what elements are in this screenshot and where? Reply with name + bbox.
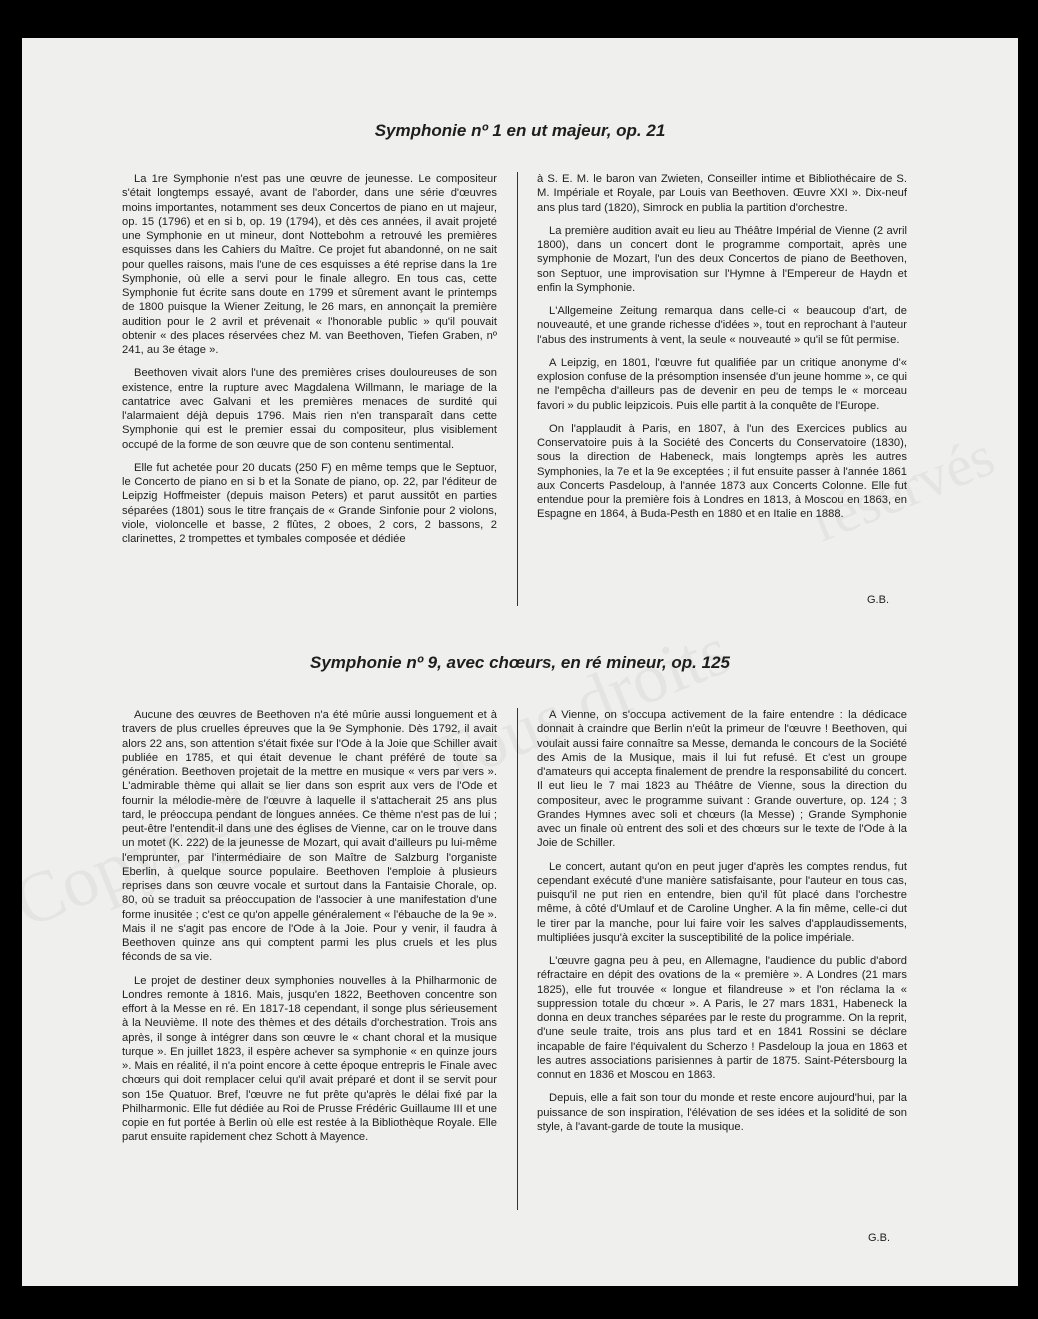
column-divider	[517, 708, 518, 1210]
paragraph: La 1re Symphonie n'est pas une œuvre de jeunesse. Le compositeur s'était longtemps essayé, avant de l'aborder, dans une série d'œuvres moins importantes, notamment ses deux Concertos de piano en ut majeur, op. 15 (1796) et en si b, op. 19 (1794), et dès ces années, il avait projeté une Symphonie en ut mineur, dont Nottebohm a retrouvé les premières esquisses dans les Cahiers du Maître. Ce projet fut abandonné, on ne sait pour quelles raisons, mais l'une de ces esquisses a été reprise dans la 1re Symphonie, où elle a servi pour le finale allegro. En tous cas, cette Symphonie fut écrite sans doute en 1799 et sûrement avant le printemps de 1800 puisque la Wiener Zeitung, le 26 mars, en annonçait la première audition pour le 2 avril et prévenait « l'honorable public » qu'il pouvait obtenir « des places réservées chez M. van Beethoven, Tiefen Graben, nº 241, au 3e étage ».	[122, 173, 497, 356]
paragraph: L'œuvre gagna peu à peu, en Allemagne, l'audience du public d'abord réfractaire en dépit des ovations de la « première ». A Londres (21 mars 1825), elle fut trouvée « longue et filandreuse » et l'on réclama la « suppression totale du chœur ». A Paris, le 27 mars 1831, Habeneck la donna en deux tranches séparées par le reste du programme. On la reprit, d'une seule traite, trois ans plus tard et en 1841 Rossini se déclare incapable de faire l'équivalent du Scherzo ! Pasdeloup la joua en 1863 et les autres associations parisiennes à partir de 1875. Saint-Pétersbourg la connut en 1836 et Moscou en 1863.	[537, 955, 907, 1081]
section2-left-column	[122, 708, 497, 1154]
paragraph: Elle fut achetée pour 20 ducats (250 F) en même temps que le Septuor, le Concerto de piano en si b et la Sonate de piano, op. 22, par l'éditeur de Leipzig Hoffmeister (depuis maison Peters) et parut aussitôt en parties séparées (1801) sous le titre français de « Grande Sinfonie pour 2 violons, viole, violoncelle et basse, 2 flûtes, 2 oboes, 2 cors, 2 bassons, 2 clarinettes, 2 trompettes et tymbales composée et dédiée	[122, 461, 497, 545]
column-divider	[517, 172, 518, 606]
paragraph: Beethoven vivait alors l'une des premières crises douloureuses de son existence, entre la rupture avec Magdalena Willmann, le mariage de la cantatrice avec Galvani et les premières menaces de surdité qui l'alarmaient déjà depuis 1796. Mais rien n'en transparaît dans cette Symphonie qui est le premier essai du compositeur, plus visiblement occupé de la forme de son œuvre que de son contenu sentimental.	[122, 367, 497, 451]
paragraph: Depuis, elle a fait son tour du monde et reste encore aujourd'hui, par la puissance de son inspiration, l'élévation de ses idées et la solidité de son style, à l'avant-garde de toute la musique.	[537, 1092, 907, 1133]
section1-left-column	[122, 172, 497, 555]
paragraph: Le projet de destiner deux symphonies nouvelles à la Philharmonic de Londres remonte à 1816. Mais, jusqu'en 1822, Beethoven concentre son effort à la Messe en ré. En 1817-18 cependant, il songe plus sérieusement à la Neuvième. Il note des thèmes et des détails d'orchestration. Trois ans après, il songe à intégrer dans son œuvre le « chant choral et la musique turque ». En juillet 1823, il espère achever sa symphonie « en quinze jours ». Mais en réalité, il n'a point encore à cette époque entrepris le Finale avec chœurs qui doit remplacer celui qu'il avait préparé et dont il se servit pour son 15e Quatuor. Bref, l'œuvre ne fut prête qu'après le délai fixé par la Philharmonic. Elle fut dédiée au Roi de Prusse Frédéric Guillaume III et une copie en fut portée à Berlin où elle est restée à la Bibliothèque Royale. Elle parut ensuite rapidement chez Schott à Mayence.	[122, 974, 497, 1144]
paragraph: Aucune des œuvres de Beethoven n'a été mûrie aussi longuement et à travers de plus cruelles épreuves que la 9e Symphonie. Dès 1792, il avait alors 22 ans, son attention s'était fixée sur l'Ode à la Joie que Schiller avait publiée en 1785, et qui était devenue le chant préféré de toute sa génération. Beethoven projetait de la mettre en musique « vers par vers ». L'admirable thème qui allait se lier dans son esprit aux vers de l'Ode et fournir la mélodie-mère de l'œuvre à laquelle il s'attacherait 25 ans plus tard, le préoccupa pendant de longues années. Ce thème n'est pas de lui ; peut-être l'entendit-il dans une des églises de Vienne, car on le trouve dans un motet (K. 222) de la jeunesse de Mozart, qui avait d'ailleurs pu lui-même l'emprunter, par l'intermédiaire de son Maître de Salzburg l'organiste Eberlin, à quelque source populaire. Beethoven l'emploie à plusieurs reprises dans son œuvre vocale et surtout dans la Fantaisie Chorale, op. 80, où se traduit sa préoccupation de l'associer à une manifestation d'une forme inusitée ; c'est ce qu'on appelle généralement « l'ébauche de la 9e ». Mais il ne s'agit pas encore de l'Ode à la Joie. Pour y venir, il faudra à Beethoven quinze ans qui comptent parmi les plus cruels et les plus féconds de sa vie.	[122, 709, 497, 964]
section2-title: Symphonie nº 9, avec chœurs, en ré mineur, op. 125	[309, 653, 730, 672]
paragraph: On l'applaudit à Paris, en 1807, à l'un des Exercices publics au Conservatoire puis à la Société des Concerts du Conservatoire (1830), sous la direction de Habeneck, mais longtemps après les autres Symphonies, la 7e et la 9e exceptées ; il fut ensuite passer à l'année 1861 aux Concerts Pasdeloup, à l'année 1873 aux Concerts Colonne. Elle fut entendue pour la première fois à Londres en 1813, à Moscou en 1863, en Espagne en 1864, à Buda-Pesth en 1880 et en Italie en 1888.	[537, 422, 907, 521]
section1-title: Symphonie nº 1 en ut majeur, op. 21	[374, 121, 666, 140]
paragraph: Le concert, autant qu'on en peut juger d'après les comptes rendus, fut cependant exécuté d'une manière satisfaisante, pour l'auteur en tous cas, puisqu'il ne put rien en entendre, bien qu'il fût placé dans l'orchestre même, à côté d'Umlauf et de Caroline Ungher. A la fin même, celle-ci dut le tirer par la manche, pour lui faire voir les salves d'applaudissements, multipliées jusqu'à exciter la susceptibilité de la police impériale.	[537, 860, 907, 944]
section2-right-column	[537, 708, 907, 1143]
paragraph: A Leipzig, en 1801, l'œuvre fut qualifiée par un critique anonyme d'« explosion confuse de la présomption insensée d'un jeune homme », ce qui ne l'empêcha d'ailleurs pas de devenir en peu de temps le « morceau favori » du public leipzicois. Puis elle partit à la conquête de l'Europe.	[537, 356, 907, 412]
section1-signature: G.B.	[867, 594, 890, 606]
section2-signature: G.B.	[868, 1232, 891, 1244]
paragraph: La première audition avait eu lieu au Théâtre Impérial de Vienne (2 avril 1800), dans un concert dont le programme comportait, après une symphonie de Mozart, l'un des deux Concertos de piano de Beethoven, son Septuor, une improvisation sur l'Hymne à l'Empereur de Haydn et enfin la Symphonie.	[537, 224, 907, 294]
paragraph: L'Allgemeine Zeitung remarqua dans celle-ci « beaucoup d'art, de nouveauté, et une grande richesse d'idées », tout en reprochant à l'auteur l'abus des instruments à vent, la seule « nouveauté » qu'il se fût permise.	[537, 305, 907, 346]
paragraph: à S. E. M. le baron van Zwieten, Conseiller intime et Bibliothécaire de S. M. Impériale et Royale, par Louis van Beethoven. Œuvre XXI ». Dix-neuf ans plus tard (1820), Simrock en publia la partition d'orchestre.	[537, 173, 907, 214]
document-page	[22, 38, 1018, 1286]
paragraph: A Vienne, on s'occupa activement de la faire entendre : la dédicace donnait à craindre que Berlin n'eût la primeur de l'œuvre ! Beethoven, qui voulait aussi faire connaître sa Messe, demanda le concours de la Société des Amis de la Musique, mais il lui fut refusé. Et c'est un groupe d'amateurs qui accepta finalement de prendre la responsabilité du concert. Il eut lieu le 7 mai 1823 au Théâtre de Vienne, sous la direction du compositeur, avec le programme suivant : Grande ouverture, op. 124 ; 3 Grandes Hymnes avec soli et chœurs (la Messe) ; Grande Symphonie avec un finale où entrent des soli et des chœurs sur le texte de l'Ode à la Joie de Schiller.	[537, 709, 907, 850]
section1-right-column	[537, 172, 907, 531]
